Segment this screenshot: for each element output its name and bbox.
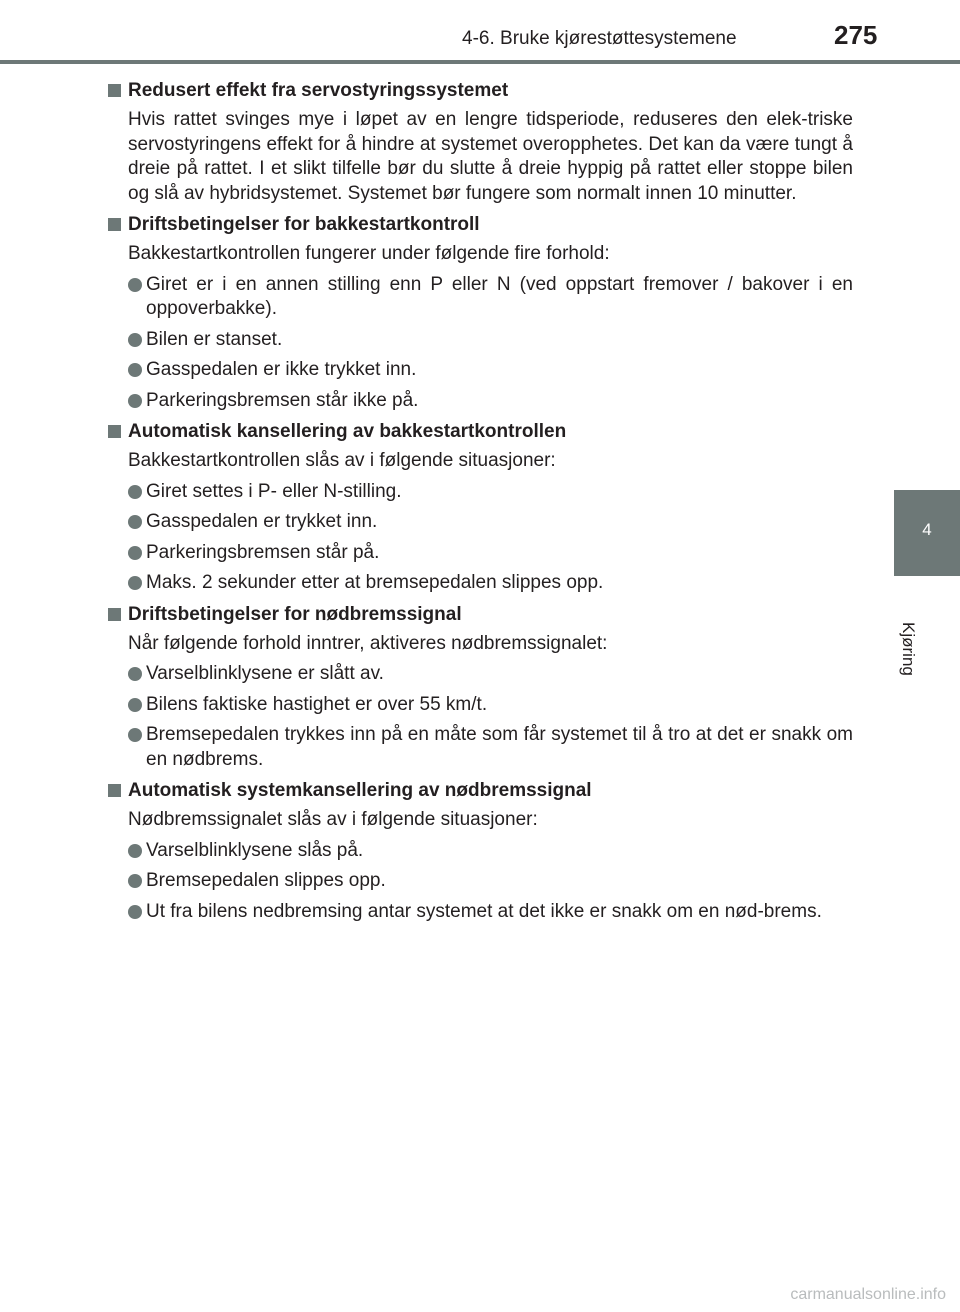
list-item-text: Varselblinklysene slås på. [146, 839, 364, 861]
section-heading [107, 419, 853, 445]
list-item [107, 358, 853, 383]
list-item-text: Maks. 2 sekunder etter at bremsepedalen slippes opp. [146, 572, 604, 593]
list-item [107, 900, 853, 925]
list-item [107, 541, 853, 566]
section-heading-text: Automatisk systemkansellering av nødbremssignal [128, 780, 592, 801]
circle-bullet-icon [128, 844, 142, 858]
circle-bullet-icon [128, 333, 142, 347]
section-heading [107, 602, 853, 628]
circle-bullet-icon [128, 485, 142, 499]
chapter-tab [894, 490, 960, 576]
list-item-text: Giret settes i P- eller N-stilling. [146, 480, 402, 502]
circle-bullet-icon [128, 874, 142, 888]
section-heading [107, 778, 853, 804]
section-heading-text: Driftsbetingelser for nødbremssignal [128, 603, 462, 625]
section-title: 4-6. Bruke kjørestøttesystemene [462, 28, 737, 49]
section-paragraph: Hvis rattet svinges mye i løpet av en lengre tidsperiode, reduseres den elek-triske servostyringens effekt for å hindre at systemet overopphetes. Det kan da være tungt å dreie på rattet. I et slikt tilfelle bør du slutte å dreie hyppig på rattet eller stoppe bilen og slå av hybridsystemet. Systemet bør fungere som normalt innen 10 minutter. [128, 109, 853, 204]
circle-bullet-icon [128, 667, 142, 681]
list-item-text: Bremsepedalen trykkes inn på en måte som får systemet til å tro at det er snakk om en nødbrems. [146, 724, 853, 770]
square-bullet-icon [108, 218, 121, 231]
section-heading-text: Automatisk kansellering av bakkestartkontrollen [128, 421, 567, 442]
section-heading [107, 78, 853, 104]
list-item-text: Bilen er stanset. [146, 328, 283, 350]
list-item [107, 693, 853, 718]
list-item [107, 510, 853, 535]
list-item-text: Gasspedalen er trykket inn. [146, 511, 378, 532]
circle-bullet-icon [128, 905, 142, 919]
list-item [107, 869, 853, 894]
chapter-number: 4 [922, 520, 932, 539]
section-paragraph: Bakkestartkontrollen fungerer under følgende fire forhold: [128, 243, 610, 264]
square-bullet-icon [108, 84, 121, 97]
list-item-text: Bremsepedalen slippes opp. [146, 870, 386, 891]
list-item-text: Gasspedalen er ikke trykket inn. [146, 359, 417, 380]
list-item-text: Parkeringsbremsen står på. [146, 541, 380, 563]
list-item [107, 389, 853, 414]
circle-bullet-icon [128, 515, 142, 529]
square-bullet-icon [108, 425, 121, 438]
list-item-text: Giret er i en annen stilling enn P eller N (ved oppstart fremover / bakover i en oppoverbakke). [146, 273, 853, 319]
list-item [107, 571, 853, 596]
circle-bullet-icon [128, 576, 142, 590]
section-heading [107, 212, 853, 238]
header-rule [0, 60, 960, 64]
circle-bullet-icon [128, 728, 142, 742]
circle-bullet-icon [128, 278, 142, 292]
circle-bullet-icon [128, 546, 142, 560]
list-item-text: Ut fra bilens nedbremsing antar systemet at det ikke er snakk om en nød-brems. [146, 900, 822, 922]
list-item-text: Bilens faktiske hastighet er over 55 km/t. [146, 693, 488, 715]
list-item [107, 273, 853, 322]
list-item [107, 839, 853, 864]
chapter-label: Kjøring [899, 622, 918, 676]
section-paragraph: Når følgende forhold inntrer, aktiveres nødbremssignalet: [128, 632, 608, 654]
page-number: 275 [834, 20, 878, 50]
circle-bullet-icon [128, 394, 142, 408]
section-heading-text: Redusert effekt fra servostyringssystemet [128, 80, 509, 101]
section-paragraph: Nødbremssignalet slås av i følgende situasjoner: [128, 809, 538, 830]
page-content [107, 72, 853, 924]
square-bullet-icon [108, 784, 121, 797]
list-item [107, 662, 853, 687]
section-paragraph: Bakkestartkontrollen slås av i følgende situasjoner: [128, 450, 556, 471]
circle-bullet-icon [128, 363, 142, 377]
watermark: carmanualsonline.info [790, 1286, 946, 1303]
list-item [107, 723, 853, 772]
list-item-text: Varselblinklysene er slått av. [146, 663, 384, 684]
list-item [107, 328, 853, 353]
list-item [107, 480, 853, 505]
list-item-text: Parkeringsbremsen står ikke på. [146, 389, 419, 411]
square-bullet-icon [108, 608, 121, 621]
circle-bullet-icon [128, 698, 142, 712]
section-heading-text: Driftsbetingelser for bakkestartkontroll [128, 214, 480, 235]
page-header [0, 0, 960, 64]
